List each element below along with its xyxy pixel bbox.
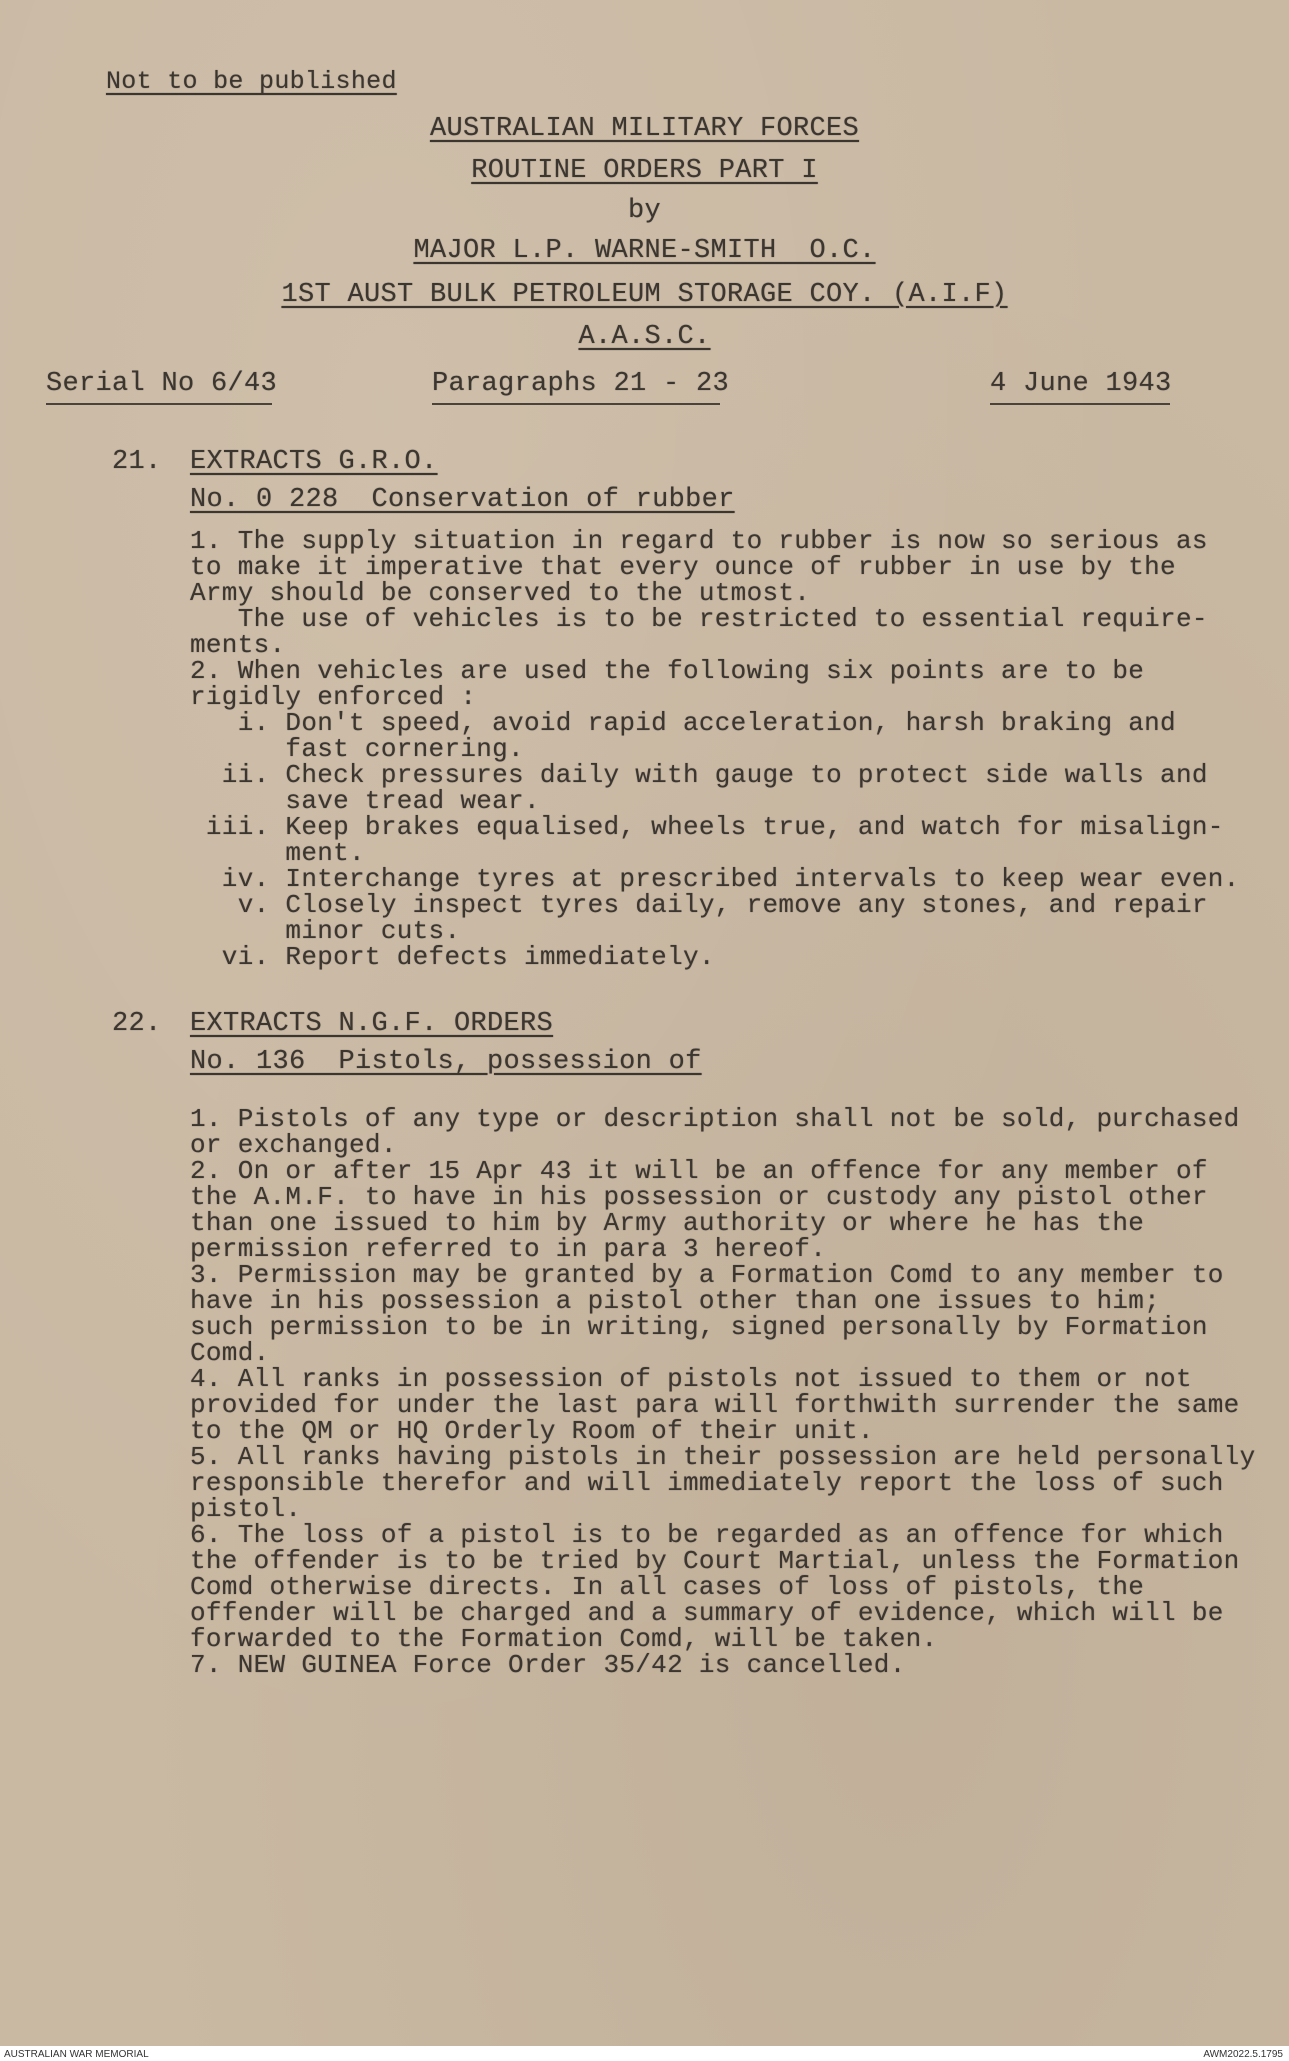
serial-rule bbox=[46, 403, 272, 405]
body-line: than one issued to him by Army authority or where he has the bbox=[190, 1208, 1145, 1238]
section-22-number: 22. bbox=[112, 1009, 162, 1039]
section-21-heading: EXTRACTS G.R.O. bbox=[190, 447, 438, 477]
title-line-3: by bbox=[627, 196, 661, 226]
section-21-number: 21. bbox=[112, 447, 162, 477]
body-line: vi. Report defects immediately. bbox=[190, 942, 715, 972]
section-22-heading: EXTRACTS N.G.F. ORDERS bbox=[190, 1009, 554, 1039]
section-21-subheading: No. 0 228 Conservation of rubber bbox=[190, 485, 735, 515]
body-line: permission referred to in para 3 hereof. bbox=[190, 1234, 827, 1264]
body-line: to the QM or HQ Orderly Room of their unit. bbox=[190, 1416, 874, 1446]
body-line: save tread wear. bbox=[190, 786, 540, 816]
body-line: such permission to be in writing, signed personally by Formation bbox=[190, 1312, 1208, 1342]
body-line: 7. NEW GUINEA Force Order 35/42 is cancelled. bbox=[190, 1650, 906, 1680]
body-line: 3. Permission may be granted by a Formation Comd to any member to bbox=[190, 1260, 1224, 1290]
body-line: fast cornering. bbox=[190, 734, 524, 764]
body-line: i. Don't speed, avoid rapid acceleration, harsh braking and bbox=[190, 708, 1176, 738]
body-line: pistol. bbox=[190, 1494, 302, 1524]
body-line: The use of vehicles is to be restricted to essential require- bbox=[190, 604, 1208, 634]
body-line: or exchanged. bbox=[190, 1130, 397, 1160]
body-line: ments. bbox=[190, 630, 286, 660]
body-line: 6. The loss of a pistol is to be regarded as an offence for which bbox=[190, 1520, 1224, 1550]
date-rule bbox=[990, 403, 1170, 405]
paragraph-rule bbox=[432, 403, 720, 405]
body-line: 1. The supply situation in regard to rubber is now so serious as bbox=[190, 526, 1208, 556]
title-line-1: AUSTRALIAN MILITARY FORCES bbox=[429, 114, 860, 144]
body-line: provided for under the last para will forthwith surrender the same bbox=[190, 1390, 1240, 1420]
title-line-2: ROUTINE ORDERS PART I bbox=[471, 156, 818, 186]
body-line: 2. When vehicles are used the following six points are to be bbox=[190, 656, 1145, 686]
body-line: the A.M.F. to have in his possession or custody any pistol other bbox=[190, 1182, 1208, 1212]
body-line: 5. All ranks having pistols in their possession are held personally bbox=[190, 1442, 1256, 1472]
title-line-5: 1ST AUST BULK PETROLEUM STORAGE COY. (A.I.F) bbox=[281, 280, 1008, 310]
body-line: 2. On or after 15 Apr 43 it will be an offence for any member of bbox=[190, 1156, 1208, 1186]
body-line: 1. Pistols of any type or description shall not be sold, purchased bbox=[190, 1104, 1240, 1134]
serial-number: Serial No 6/43 bbox=[46, 369, 278, 399]
body-line: responsible therefor and will immediately report the loss of such bbox=[190, 1468, 1224, 1498]
body-line: iii. Keep brakes equalised, wheels true, and watch for misalign- bbox=[190, 812, 1224, 842]
footer-accession-number: AWM2022.5.1795 bbox=[1203, 2049, 1283, 2060]
body-line: rigidly enforced : bbox=[190, 682, 477, 712]
title-line-6: A.A.S.C. bbox=[578, 322, 711, 352]
body-line: Comd. bbox=[190, 1338, 270, 1368]
body-line: Army should be conserved to the utmost. bbox=[190, 578, 811, 608]
paragraph-range: Paragraphs 21 - 23 bbox=[432, 369, 730, 399]
title-line-4: MAJOR L.P. WARNE-SMITH O.C. bbox=[413, 236, 876, 266]
body-line: ment. bbox=[190, 838, 365, 868]
body-line: offender will be charged and a summary of evidence, which will be bbox=[190, 1598, 1224, 1628]
body-line: iv. Interchange tyres at prescribed intervals to keep wear even. bbox=[190, 864, 1240, 894]
body-line: to make it imperative that every ounce of rubber in use by the bbox=[190, 552, 1176, 582]
body-line: have in his possession a pistol other than one issues to him; bbox=[190, 1286, 1161, 1316]
body-line: minor cuts. bbox=[190, 916, 461, 946]
order-date: 4 June 1943 bbox=[990, 369, 1172, 399]
body-line: ii. Check pressures daily with gauge to protect side walls and bbox=[190, 760, 1208, 790]
body-line: Comd otherwise directs. In all cases of loss of pistols, the bbox=[190, 1572, 1145, 1602]
body-line: v. Closely inspect tyres daily, remove any stones, and repair bbox=[190, 890, 1208, 920]
body-line: 4. All ranks in possession of pistols not issued to them or not bbox=[190, 1364, 1192, 1394]
restriction-notice: Not to be published bbox=[106, 67, 397, 96]
body-line: forwarded to the Formation Comd, will be taken. bbox=[190, 1624, 938, 1654]
section-22-subheading: No. 136 Pistols, possession of bbox=[190, 1047, 702, 1077]
body-line: the offender is to be tried by Court Martial, unless the Formation bbox=[190, 1546, 1240, 1576]
footer-institution: AUSTRALIAN WAR MEMORIAL bbox=[4, 2049, 149, 2060]
